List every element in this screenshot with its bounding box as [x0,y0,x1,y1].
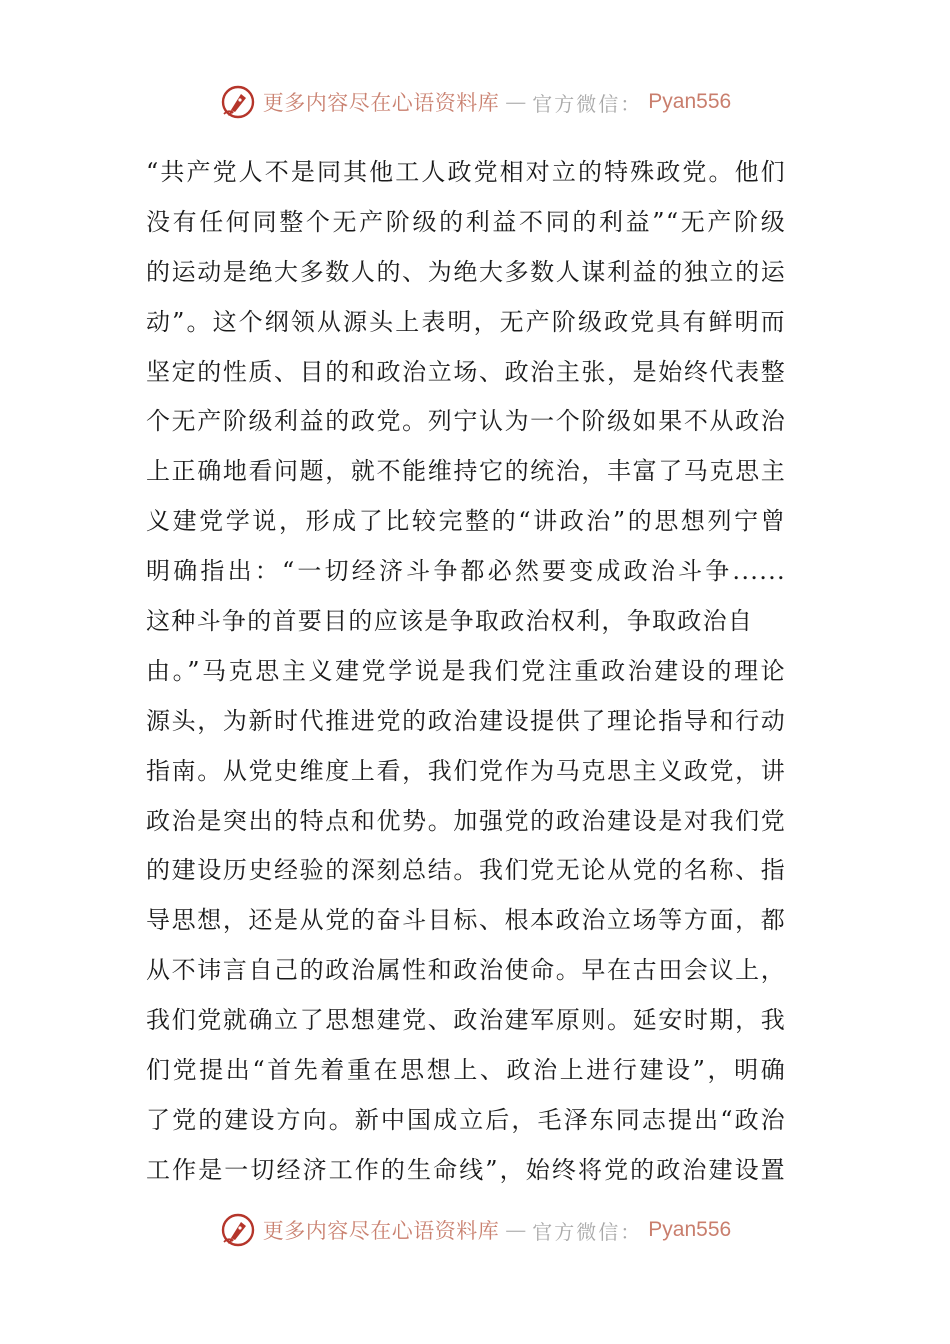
footer-banner-content [219,1211,731,1249]
footer-banner [0,1208,950,1252]
footer-wechat-label: 官方微信： [532,1219,643,1244]
body-line: 政治是突出的特点和优势。加强党的政治建设是对我们党 [146,806,786,835]
body-line: 指南。从党史维度上看，我们党作为马克思主义政党，讲 [146,756,786,785]
body-line: 工作是一切经济工作的生命线”，始终将党的政治建设置 [146,1155,786,1184]
footer-separator: — [505,1218,527,1242]
document-body [146,148,786,1196]
body-line: 坚定的性质、目的和政治立场、政治主张，是始终代表整 [146,357,786,386]
pen-nib-logo-icon [219,83,257,121]
body-line: “共产党人不是同其他工人政党相对立的特殊政党。他们 [146,158,786,186]
pen-nib-logo-icon [219,1211,257,1249]
body-line: 的运动是绝大多数人的、为绝大多数人谋利益的独立的运 [146,257,786,286]
body-line: 的建设历史经验的深刻总结。我们党无论从党的名称、指 [146,856,786,885]
body-line: 了党的建设方向。新中国成立后，毛泽东同志提出“政治 [146,1105,786,1134]
body-line: 从不讳言自己的政治属性和政治使命。早在古田会议上， [146,956,786,985]
header-banner [0,80,950,124]
body-line: 义建党学说，形成了比较完整的“讲政治”的思想列宁曾 [146,507,786,536]
body-line: 我们党就确立了思想建党、政治建军原则。延安时期，我 [146,1006,786,1035]
body-line: 由。”马克思主义建党学说是我们党注重政治建设的理论 [146,656,786,685]
body-line: 上正确地看问题，就不能维持它的统治，丰富了马克思主 [146,457,786,486]
body-line: 动”。这个纲领从源头上表明，无产阶级政党具有鲜明而 [146,307,786,336]
body-line: 明确指出：“一切经济斗争都必然要变成政治斗争...... [146,557,786,586]
header-banner-content [219,83,731,121]
footer-wechat-id: Pyan556 [648,1218,732,1241]
body-line: 个无产阶级利益的政党。列宁认为一个阶级如果不从政治 [146,407,786,436]
body-line: 源头，为新时代推进党的政治建设提供了理论指导和行动 [146,706,786,735]
header-wechat-label: 官方微信： [532,91,643,116]
body-line: 没有任何同整个无产阶级的利益不同的利益”“无产阶级 [146,207,786,236]
header-wechat-id: Pyan556 [648,90,732,113]
body-line: 这种斗争的首要目的应该是争取政治权利，争取政治自 [146,607,754,636]
header-site-text: 更多内容尽在心语资料库 [262,91,500,115]
body-line: 导思想，还是从党的奋斗目标、根本政治立场等方面，都 [146,906,786,935]
header-separator: — [505,90,527,114]
body-line: 们党提出“首先着重在思想上、政治上进行建设”，明确 [146,1056,786,1085]
footer-site-text: 更多内容尽在心语资料库 [262,1219,500,1243]
